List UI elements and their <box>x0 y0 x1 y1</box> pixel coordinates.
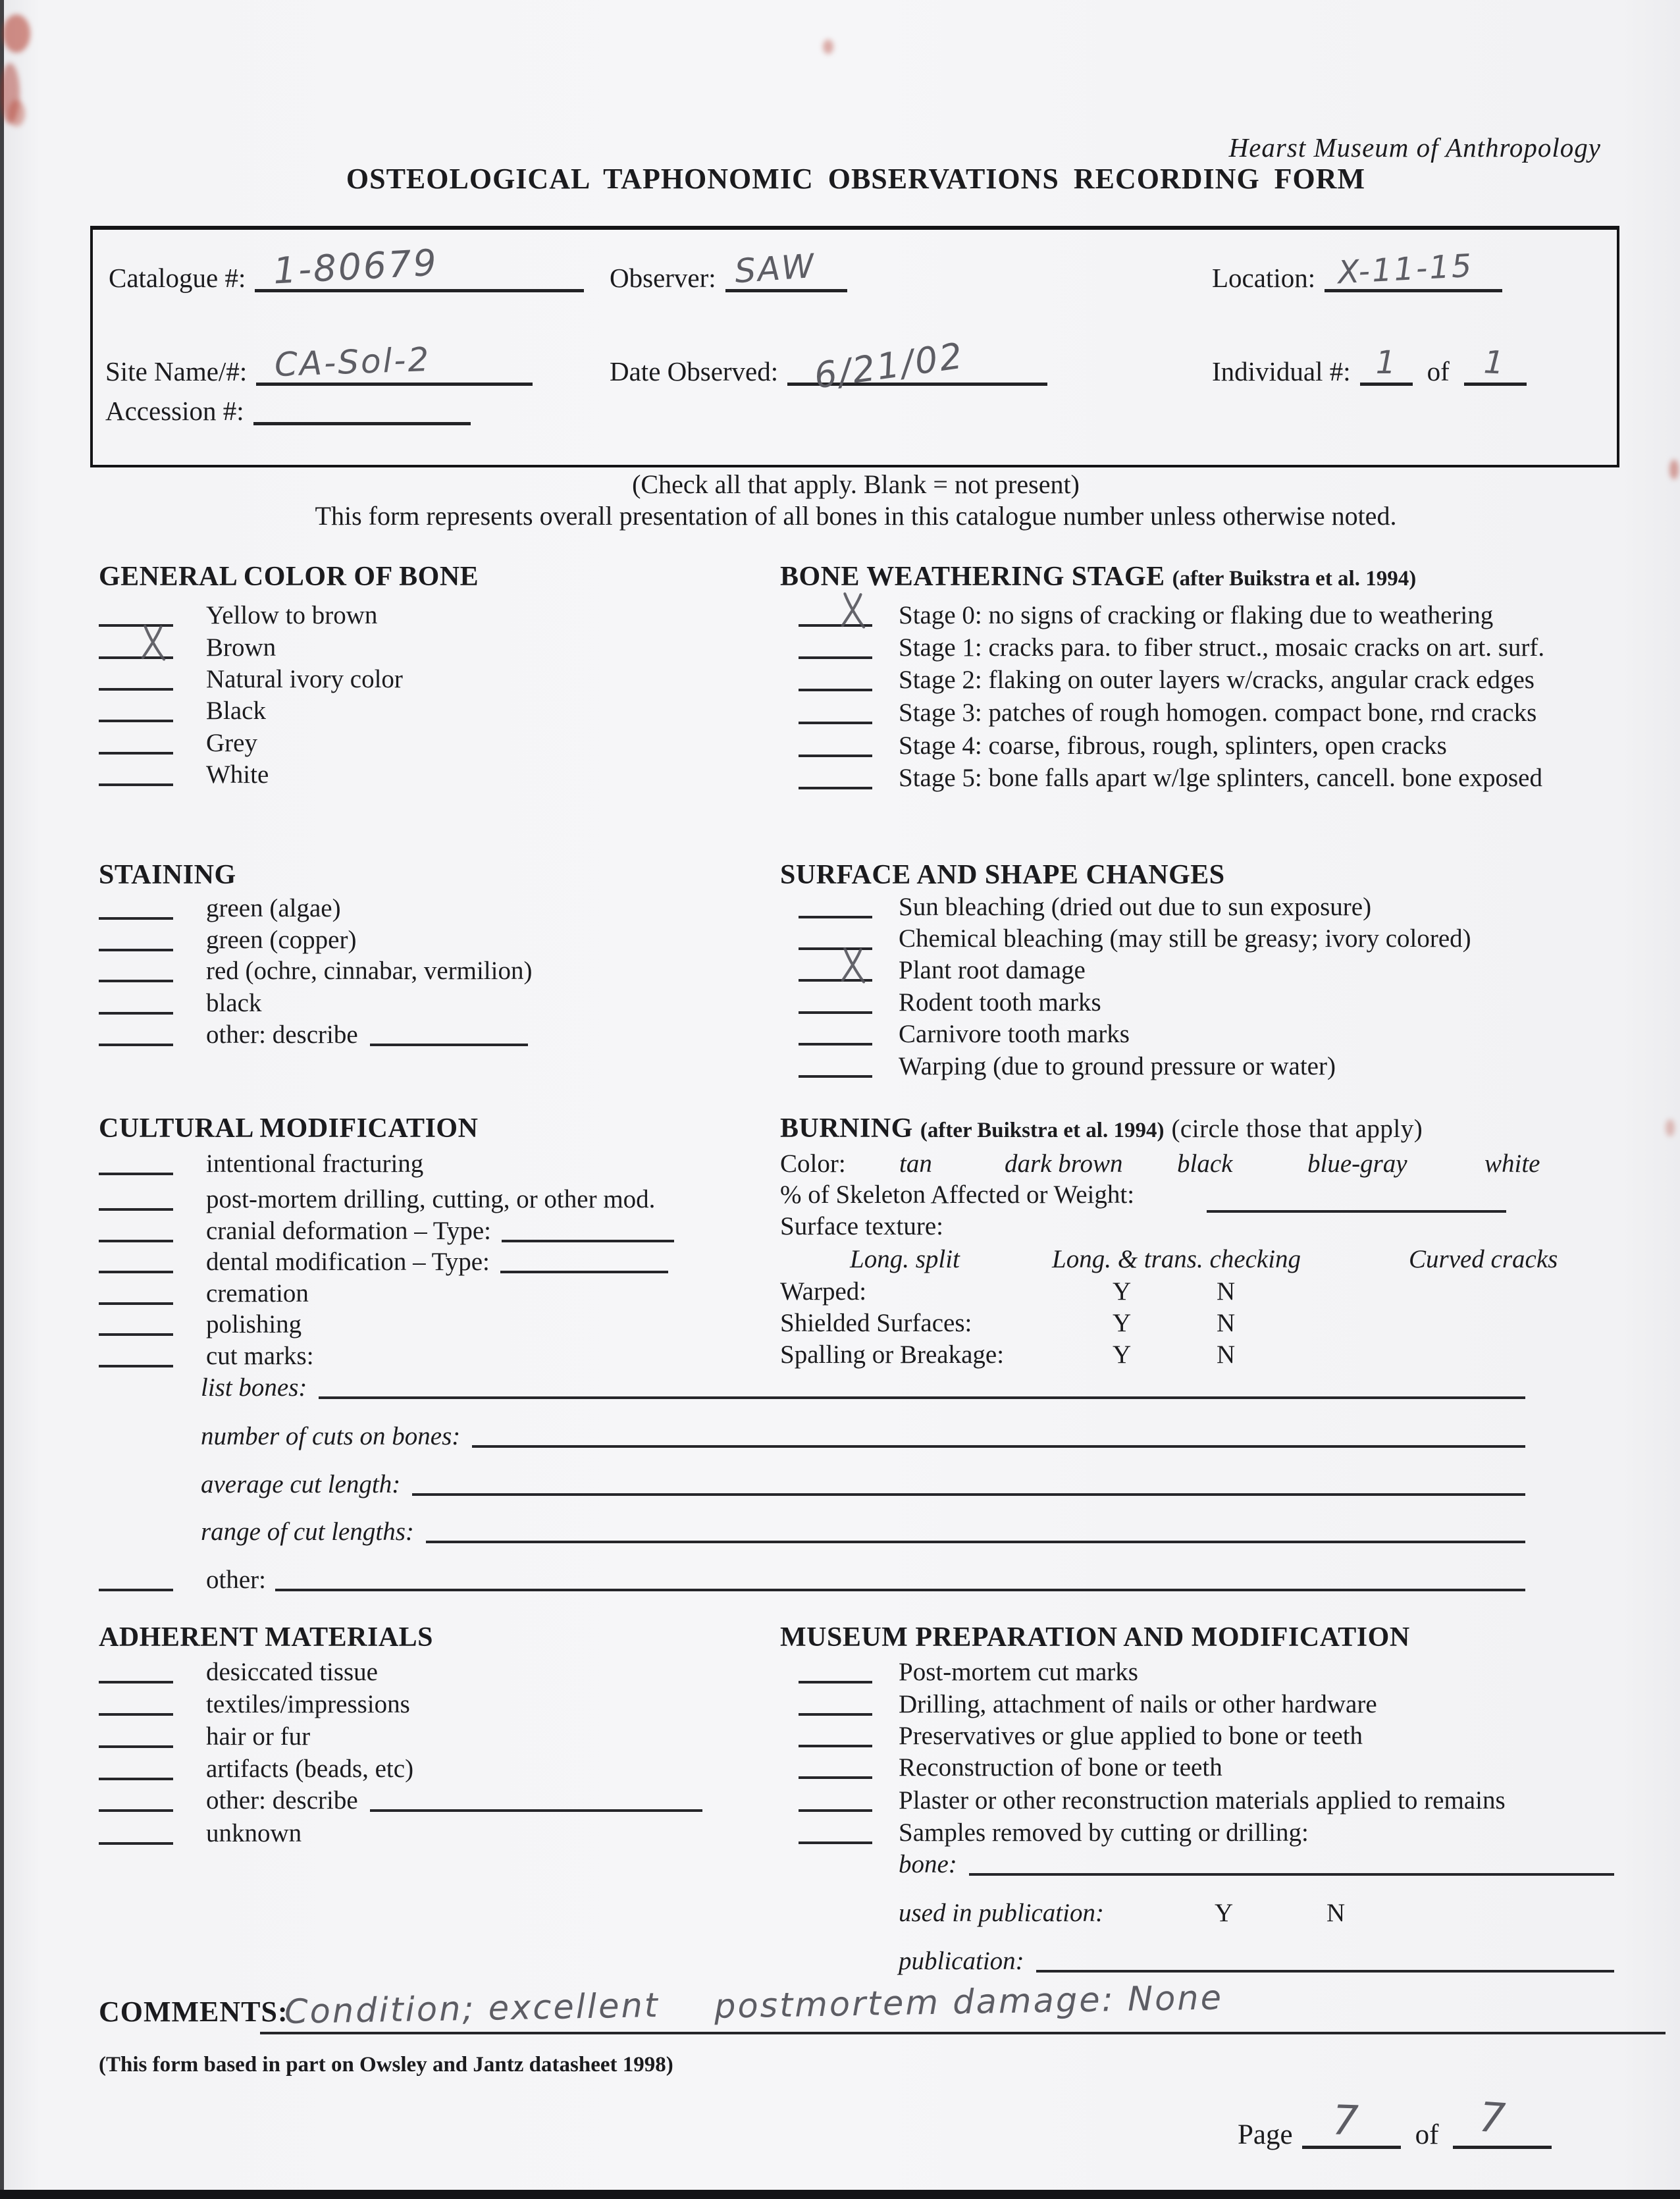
item-label: other: describe <box>206 1786 358 1815</box>
page-label: Page <box>1238 2119 1293 2150</box>
catalogue-input-line[interactable] <box>255 241 584 292</box>
item-label: Stage 0: no signs of cracking or flaking due to weathering <box>899 601 1494 629</box>
type-line[interactable] <box>500 1271 668 1273</box>
accession-field <box>105 395 471 427</box>
type-line[interactable] <box>502 1240 674 1242</box>
checklist-item[interactable] <box>799 955 1086 985</box>
texture-option-long-trans-checking[interactable]: Long. & trans. checking <box>1052 1245 1301 1273</box>
item-label: textiles/impressions <box>206 1690 410 1718</box>
checklist-item[interactable] <box>799 892 1371 922</box>
observer-input-line[interactable] <box>725 246 847 292</box>
handwritten-catalogue-value: 1-80679 <box>272 241 440 292</box>
item-label: Plaster or other reconstruction materials applied to remains <box>899 1786 1506 1815</box>
item-label: Yellow to brown <box>206 601 378 629</box>
checklist-item[interactable] <box>99 1184 655 1214</box>
footer-attribution: (This form based in part on Owsley and Jantz datasheet 1998) <box>99 2053 673 2077</box>
checkmark-x <box>138 622 169 662</box>
checklist-item[interactable] <box>799 1689 1377 1719</box>
handwritten-comment-1: Condition; excellent <box>284 1986 660 2032</box>
handwritten-individual-total: 1 <box>1483 344 1507 382</box>
cutmarks-subfield <box>201 1470 1525 1499</box>
check-line[interactable] <box>799 787 872 789</box>
page-total-line[interactable] <box>1453 2092 1552 2149</box>
form-title: OSTEOLOGICAL TAPHONOMIC OBSERVATIONS RECORDING FORM <box>346 163 1366 195</box>
check-line[interactable] <box>99 1589 173 1591</box>
location-field <box>1212 247 1502 294</box>
checklist-item[interactable] <box>99 696 266 726</box>
check-line[interactable] <box>99 1012 173 1015</box>
item-label: Carnivore tooth marks <box>899 1020 1130 1048</box>
item-label: polishing <box>206 1310 302 1338</box>
item-label: Stage 2: flaking on outer layers w/cracks, angular crack edges <box>899 666 1535 694</box>
publication-no[interactable]: N <box>1326 1899 1346 1927</box>
checklist-item[interactable] <box>799 600 1493 630</box>
checklist-item[interactable] <box>799 763 1542 793</box>
check-line[interactable] <box>799 1075 872 1078</box>
checklist-item[interactable] <box>799 1657 1138 1687</box>
check-line[interactable] <box>799 689 872 691</box>
comments-label: COMMENTS: <box>99 1996 288 2028</box>
checklist-item[interactable] <box>99 1786 702 1815</box>
checklist-item[interactable] <box>99 1565 1525 1595</box>
item-label: Stage 1: cracks para. to fiber struct., mosaic cracks on art. surf. <box>899 633 1545 662</box>
comments-line[interactable] <box>260 2032 1666 2034</box>
checklist-item[interactable] <box>799 988 1101 1017</box>
checklist-item[interactable] <box>99 1279 309 1308</box>
color-option-black[interactable]: black <box>1177 1150 1233 1178</box>
cutmarks-subfield <box>201 1517 1525 1547</box>
checklist-item[interactable] <box>99 1689 410 1719</box>
checklist-item[interactable] <box>99 1657 378 1687</box>
item-label: dental modification – Type: <box>206 1248 490 1276</box>
burning-note: (circle those that apply) <box>1171 1115 1423 1143</box>
item-label: red (ochre, cinnabar, vermilion) <box>206 957 533 985</box>
handwritten-location-value: X-11-15 <box>1336 247 1475 292</box>
check-line[interactable] <box>799 1776 872 1779</box>
item-label: Stage 5: bone falls apart w/lge splinters, cancell. bone exposed <box>899 764 1542 792</box>
red-smudge <box>823 40 833 54</box>
checklist-item[interactable] <box>799 924 1471 953</box>
checklist-item[interactable] <box>99 1149 423 1179</box>
publication-label: publication: <box>899 1947 1024 1975</box>
handwritten-comment-2: postmortem damage: None <box>714 1978 1224 2027</box>
checklist-item[interactable] <box>799 1786 1506 1815</box>
check-line[interactable] <box>99 1713 173 1716</box>
check-line[interactable] <box>799 1809 872 1812</box>
page-of-label: of <box>1415 2119 1439 2150</box>
observer-field <box>610 246 847 294</box>
handwritten-page-total: 7 <box>1477 2092 1509 2143</box>
item-label: Black <box>206 697 266 725</box>
color-option-white[interactable]: white <box>1484 1150 1540 1178</box>
checklist-item[interactable] <box>99 664 403 694</box>
individual-of-label: of <box>1427 356 1450 386</box>
pct-skeleton-line[interactable] <box>1207 1210 1506 1213</box>
cutmarks-subfield <box>201 1421 1525 1451</box>
site-label: Site Name/#: <box>105 356 248 386</box>
check-line[interactable] <box>99 1842 173 1845</box>
check-line[interactable] <box>99 1778 173 1780</box>
check-line[interactable] <box>799 1011 872 1014</box>
check-line[interactable] <box>799 1681 872 1683</box>
catalogue-label: Catalogue #: <box>109 263 246 293</box>
used-in-publication-label: used in publication: <box>899 1899 1104 1927</box>
checklist-item[interactable] <box>99 1754 413 1784</box>
cutmarks-subfield <box>201 1373 1525 1402</box>
check-line[interactable] <box>99 688 173 691</box>
check-line[interactable] <box>799 1841 872 1844</box>
checklist-item[interactable] <box>99 1341 314 1371</box>
check-line[interactable] <box>99 980 173 982</box>
shielded-label: Shielded Surfaces: <box>780 1309 972 1337</box>
pct-skeleton-label: % of Skeleton Affected or Weight: <box>780 1180 1135 1209</box>
item-label: hair or fur <box>206 1722 311 1751</box>
subfield-label: average cut length: <box>201 1470 401 1498</box>
item-label: Samples removed by cutting or drilling: <box>899 1818 1309 1847</box>
checkmark-x <box>838 590 868 629</box>
checklist-item[interactable] <box>99 956 532 986</box>
check-line[interactable] <box>99 1173 173 1175</box>
checklist-item[interactable] <box>99 633 276 662</box>
checklist-item[interactable] <box>99 760 269 789</box>
item-label: Drilling, attachment of nails or other hardware <box>899 1690 1377 1718</box>
item-label: green (algae) <box>206 894 341 922</box>
check-line[interactable] <box>799 1745 872 1747</box>
checklist-item[interactable] <box>799 731 1447 760</box>
scope-note: This form represents overall presentation of all bones in this catalogue number unless otherwise noted. <box>315 501 1397 531</box>
item-label: other: <box>206 1566 266 1594</box>
subfield-line[interactable] <box>319 1396 1525 1399</box>
section-staining-title: STAINING <box>99 860 236 890</box>
item-label: post-mortem drilling, cutting, or other mod. <box>206 1185 656 1213</box>
item-label: cranial deformation – Type: <box>206 1217 491 1245</box>
item-label: Stage 3: patches of rough homogen. compact bone, rnd cracks <box>899 699 1537 727</box>
burning-subtitle: (after Buikstra et al. 1994) <box>920 1119 1165 1142</box>
item-label: cut marks: <box>206 1342 314 1370</box>
other-line[interactable] <box>275 1589 1525 1591</box>
check-line[interactable] <box>99 1365 173 1367</box>
check-line[interactable] <box>799 722 872 724</box>
item-label: green (copper) <box>206 926 357 954</box>
checklist-item[interactable] <box>99 1020 528 1049</box>
handwritten-date-value: 6/21/02 <box>811 334 967 397</box>
publication-yes[interactable]: Y <box>1215 1899 1234 1927</box>
page-num-line[interactable] <box>1302 2096 1401 2149</box>
item-label: desiccated tissue <box>206 1658 378 1686</box>
handwritten-page-num: 7 <box>1331 2096 1361 2145</box>
check-line[interactable] <box>99 1271 173 1273</box>
subfield-label: range of cut lengths: <box>201 1518 414 1546</box>
item-label: Warping (due to ground pressure or water) <box>899 1052 1336 1080</box>
warped-label: Warped: <box>780 1277 867 1306</box>
individual-label: Individual #: <box>1212 356 1351 386</box>
location-label: Location: <box>1212 263 1316 293</box>
shielded-yes[interactable]: Y <box>1113 1309 1132 1337</box>
individual-total-line[interactable] <box>1464 344 1527 386</box>
site-field <box>105 340 533 387</box>
subfield-label: list bones: <box>201 1373 307 1402</box>
check-line[interactable] <box>799 656 872 659</box>
item-label: Stage 4: coarse, fibrous, rough, splinters, open cracks <box>899 731 1447 760</box>
checklist-item[interactable] <box>99 988 261 1018</box>
checklist-item[interactable] <box>799 1019 1130 1049</box>
section-cultural-title: CULTURAL MODIFICATION <box>99 1113 479 1144</box>
checklist-item[interactable] <box>799 1721 1363 1751</box>
item-label: Post-mortem cut marks <box>899 1658 1138 1686</box>
weathering-subtitle: (after Buikstra et al. 1994) <box>1172 567 1417 591</box>
checklist-item[interactable] <box>799 1818 1309 1847</box>
burning-color-label: Color: <box>780 1150 846 1178</box>
check-line[interactable] <box>99 720 173 722</box>
describe-line[interactable] <box>370 1809 702 1812</box>
describe-line[interactable] <box>370 1044 528 1046</box>
check-line[interactable] <box>799 755 872 757</box>
section-weathering-title: BONE WEATHERING STAGE (after Buikstra et al. 1994) <box>780 562 1417 592</box>
date-input-line[interactable] <box>787 334 1047 397</box>
color-option-tan[interactable]: tan <box>899 1150 932 1178</box>
subfield-line[interactable] <box>412 1493 1525 1496</box>
item-label: Brown <box>206 633 276 662</box>
section-burning-title: BURNING (after Buikstra et al. 1994) (circle those that apply) <box>780 1113 1423 1144</box>
item-label: cremation <box>206 1279 309 1308</box>
item-label: Plant root damage <box>899 956 1086 984</box>
check-line[interactable] <box>99 1745 173 1748</box>
texture-option-long-split[interactable]: Long. split <box>850 1245 960 1273</box>
check-line[interactable] <box>99 1681 173 1683</box>
checklist-item[interactable] <box>99 925 356 955</box>
publication-field <box>899 1946 1614 1976</box>
check-line[interactable] <box>99 1208 173 1211</box>
item-label: intentional fracturing <box>206 1150 424 1178</box>
observer-label: Observer: <box>610 263 716 293</box>
item-label: Chemical bleaching (may still be greasy; ivory colored) <box>899 924 1471 953</box>
check-line[interactable] <box>99 1809 173 1812</box>
check-line[interactable] <box>799 1713 872 1716</box>
accession-label: Accession #: <box>105 396 244 426</box>
checklist-item[interactable] <box>799 1753 1222 1782</box>
red-smudge <box>1666 1119 1675 1136</box>
checklist-item[interactable] <box>799 633 1544 662</box>
checklist-item[interactable] <box>99 893 341 923</box>
accession-input-line[interactable] <box>253 422 471 425</box>
check-line[interactable] <box>99 917 173 920</box>
check-line[interactable] <box>99 1240 173 1242</box>
check-line[interactable] <box>799 916 872 918</box>
bone-line[interactable] <box>969 1873 1614 1876</box>
handwritten-site-value: CA-Sol-2 <box>274 340 432 384</box>
catalogue-field <box>109 241 584 294</box>
item-label: other: describe <box>206 1020 358 1049</box>
warped-yes[interactable]: Y <box>1113 1277 1132 1306</box>
checklist-item[interactable] <box>99 1722 310 1751</box>
scan-left-edge <box>0 0 4 2199</box>
sample-bone-field <box>899 1849 1614 1879</box>
subfield-line[interactable] <box>472 1445 1525 1448</box>
check-instruction: (Check all that apply. Blank = not present) <box>632 469 1080 499</box>
section-museum-title: MUSEUM PREPARATION AND MODIFICATION <box>780 1622 1410 1653</box>
checklist-item[interactable] <box>799 698 1536 728</box>
checkmark-x <box>838 945 868 984</box>
spalling-label: Spalling or Breakage: <box>780 1340 1005 1369</box>
item-label: Preservatives or glue applied to bone or teeth <box>899 1722 1363 1750</box>
checklist-item[interactable] <box>99 1310 302 1339</box>
color-option-blue-gray[interactable]: blue-gray <box>1307 1150 1407 1178</box>
location-input-line[interactable] <box>1325 247 1502 292</box>
item-label: unknown <box>206 1819 302 1847</box>
checklist-item[interactable] <box>99 1247 668 1277</box>
publication-line[interactable] <box>1036 1970 1614 1973</box>
handwritten-individual-num: 1 <box>1375 344 1398 381</box>
subfield-line[interactable] <box>426 1541 1525 1543</box>
individual-field <box>1212 344 1527 387</box>
individual-num-line[interactable] <box>1360 344 1413 386</box>
museum-name: Hearst Museum of Anthropology <box>1228 132 1601 163</box>
handwritten-observer-value: SAW <box>733 246 818 291</box>
check-line[interactable] <box>99 1044 173 1046</box>
red-smudge <box>3 14 30 53</box>
page-number-row <box>1238 2092 1552 2151</box>
item-label: Natural ivory color <box>206 665 403 693</box>
item-label: black <box>206 989 262 1017</box>
checklist-item[interactable] <box>799 665 1535 695</box>
check-line[interactable] <box>99 752 173 755</box>
checklist-item[interactable] <box>799 1051 1336 1081</box>
item-label: Reconstruction of bone or teeth <box>899 1753 1222 1782</box>
red-smudge <box>8 100 25 126</box>
section-adherent-title: ADHERENT MATERIALS <box>99 1622 434 1653</box>
spalling-no[interactable]: N <box>1217 1340 1236 1369</box>
section-surface-title: SURFACE AND SHAPE CHANGES <box>780 860 1225 890</box>
color-option-dark-brown[interactable]: dark brown <box>1005 1150 1123 1178</box>
scan-bottom-edge <box>0 2190 1680 2199</box>
checklist-item[interactable] <box>99 1216 674 1246</box>
bone-label: bone: <box>899 1850 957 1878</box>
item-label: artifacts (beads, etc) <box>206 1755 414 1783</box>
item-label: Sun bleaching (dried out due to sun exposure) <box>899 893 1372 921</box>
date-field <box>610 334 1047 397</box>
spalling-yes[interactable]: Y <box>1113 1340 1132 1369</box>
item-label: White <box>206 760 269 789</box>
checklist-item[interactable] <box>99 1818 302 1848</box>
texture-option-curved-cracks[interactable]: Curved cracks <box>1409 1245 1558 1273</box>
check-line[interactable] <box>799 1043 872 1046</box>
check-line[interactable] <box>99 1302 173 1305</box>
subfield-label: number of cuts on bones: <box>201 1422 461 1450</box>
surface-texture-label: Surface texture: <box>780 1212 943 1240</box>
checklist-item[interactable] <box>99 728 257 758</box>
date-label: Date Observed: <box>610 356 779 386</box>
item-label: Rodent tooth marks <box>899 988 1101 1017</box>
site-input-line[interactable] <box>256 340 533 386</box>
shielded-no[interactable]: N <box>1217 1309 1236 1337</box>
section-general-color-title: GENERAL COLOR OF BONE <box>99 562 479 592</box>
check-line[interactable] <box>99 1333 173 1336</box>
item-label: Grey <box>206 729 257 757</box>
warped-no[interactable]: N <box>1217 1277 1236 1306</box>
check-line[interactable] <box>99 949 173 951</box>
check-line[interactable] <box>99 783 173 786</box>
